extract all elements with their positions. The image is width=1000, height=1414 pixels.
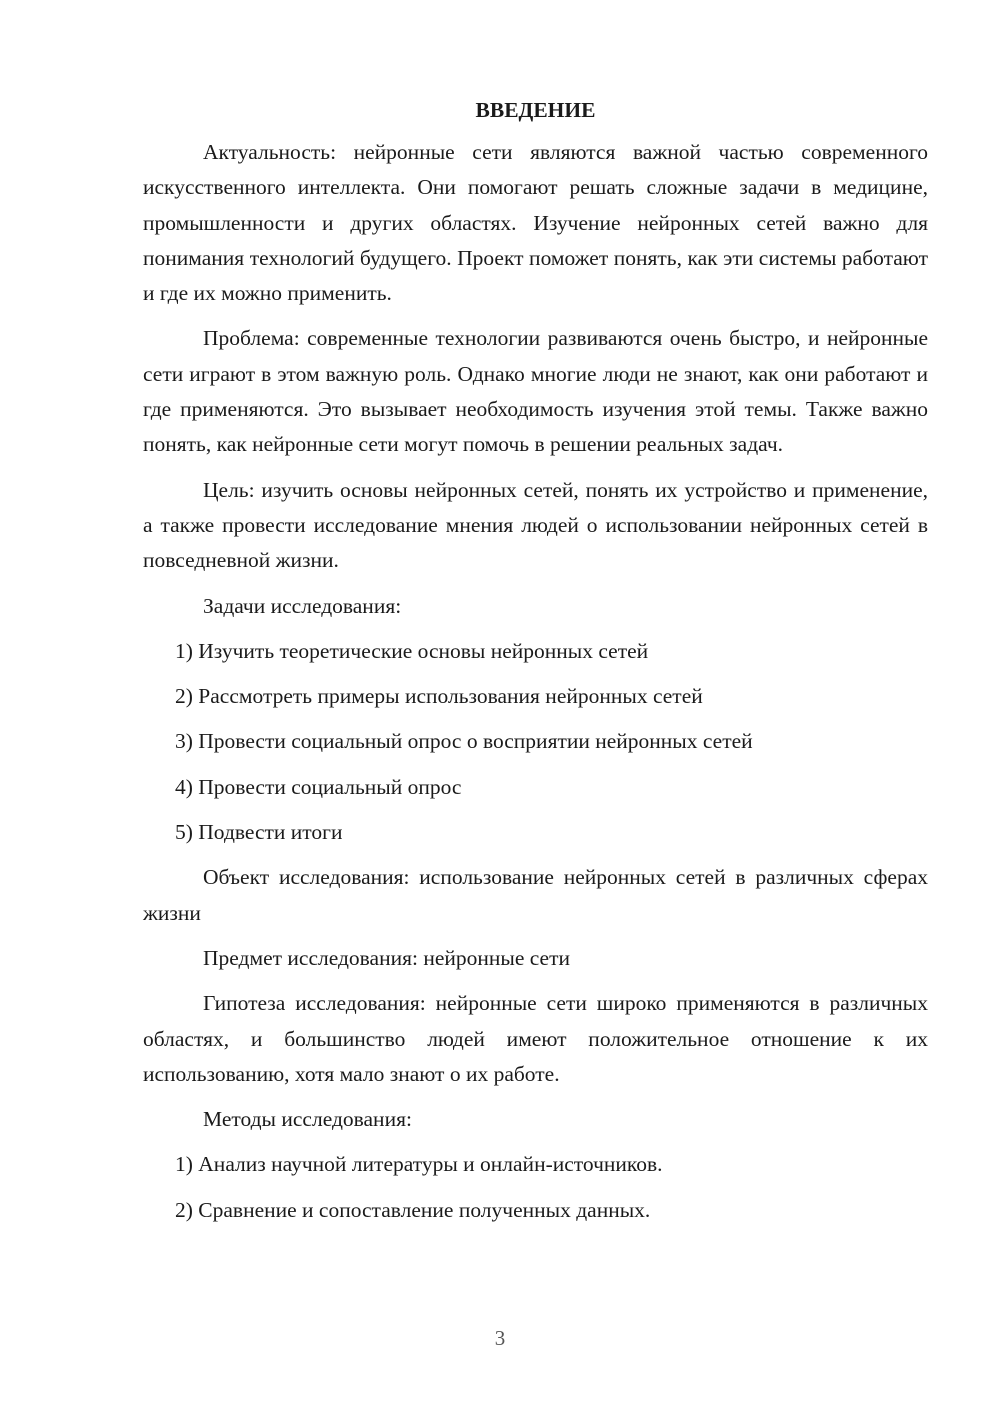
relevance-paragraph: Актуальность: нейронные сети являются важной частью современного искусственного интеллекта. Они помогают решать сложные задачи в медицине, промышленности и других областях. Изучение нейронных сетей важно для понимания технологий будущего. Проект поможет понять, как эти системы работают и где их можно применить. [143,140,928,306]
subject-paragraph: Предмет исследования: нейронные сети [203,945,571,970]
list-item: 5) Подвести итоги [175,820,343,845]
list-item: 2) Сравнение и сопоставление полученных данных. [175,1197,651,1222]
problem-paragraph: Проблема: современные технологии развиваются очень быстро, и нейронные сети играют в этом важную роль. Однако многие люди не знают, как они работают и где применяются. Это вызывает необходимость изучения этой темы. Также важно понять, как нейронные сети могут помочь в решении реальных задач. [143,326,928,457]
tasks-heading: Задачи исследования: [203,593,402,618]
object-paragraph: Объект исследования: использование нейронных сетей в различных сферах жизни [143,865,928,925]
list-item: 2) Рассмотреть примеры использования нейронных сетей [175,684,703,709]
list-item: 1) Изучить теоретические основы нейронных сетей [175,638,649,663]
list-item: 3) Провести социальный опрос о восприятии нейронных сетей [175,729,753,754]
list-item: 4) Провести социальный опрос [175,774,462,799]
methods-list [143,1147,928,1228]
methods-heading: Методы исследования: [203,1107,412,1132]
hypothesis-paragraph: Гипотеза исследования: нейронные сети широко применяются в различных областях, и большинство людей имеют положительное отношение к их использованию, хотя мало знают о их работе. [143,991,928,1086]
list-item: 1) Анализ научной литературы и онлайн-источников. [175,1152,663,1177]
goal-paragraph: Цель: изучить основы нейронных сетей, понять их устройство и применение, а также провести исследование мнения людей о использовании нейронных сетей в повседневной жизни. [143,477,928,573]
page-title: ВВЕДЕНИЕ [475,98,596,122]
document-page [143,93,928,1238]
tasks-list [143,634,928,850]
page-number: 3 [494,1326,506,1350]
